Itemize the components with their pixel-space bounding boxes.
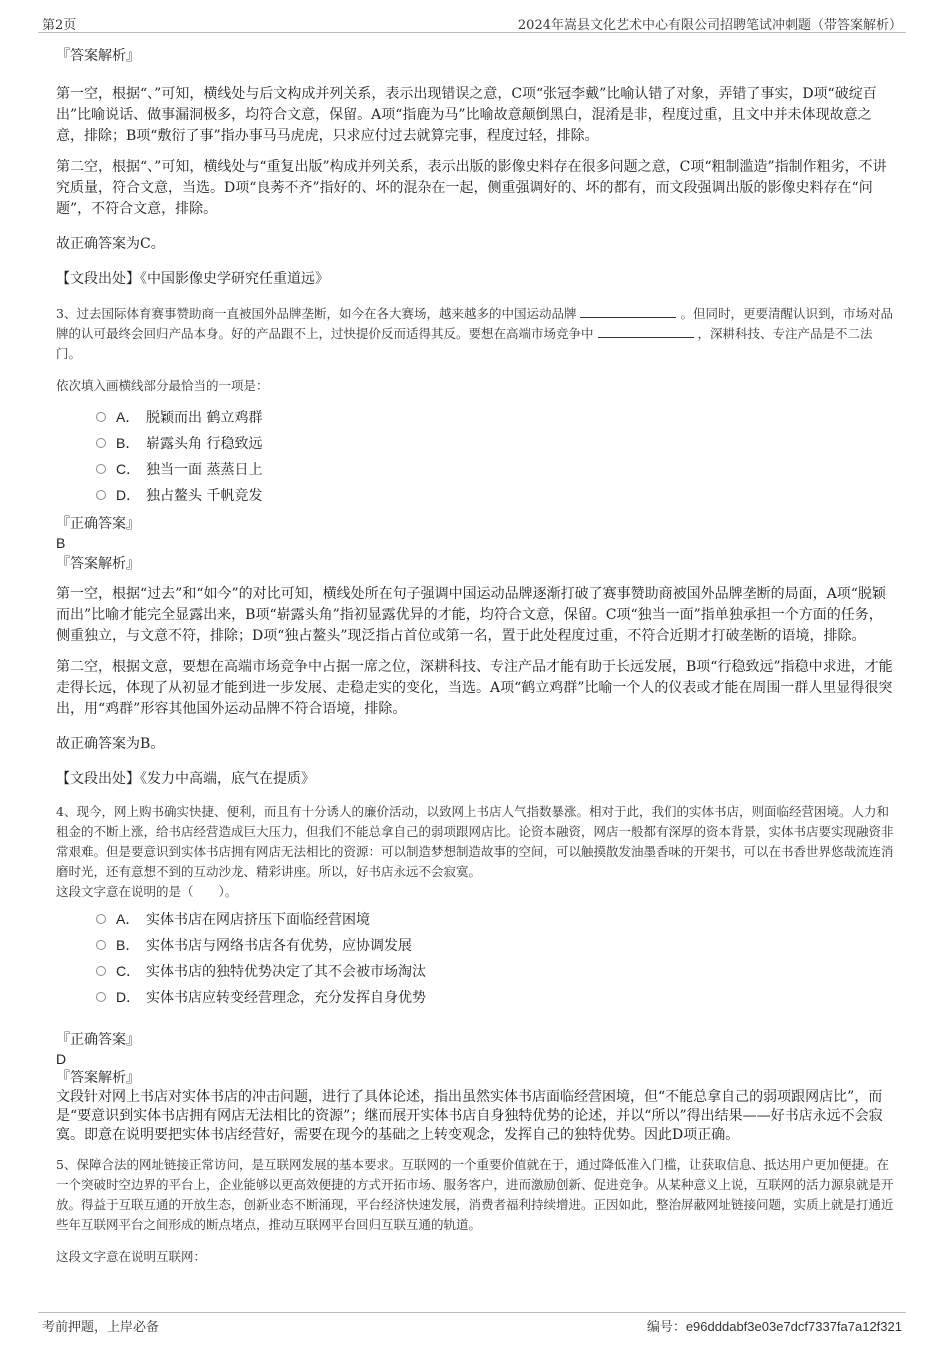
q3-answer-label: 『正确答案』 (56, 516, 140, 532)
q2-analysis-label: 『答案解析』 (56, 48, 140, 64)
radio-icon[interactable] (96, 914, 106, 924)
q3-analysis-p2: 第二空，根据文意，要想在高端市场竞争中占据一席之位，深耕科技、专注产品才能有助于长远发展，B项“行稳致远”指稳中求进，才能走得长远，体现了从初显才能到进一步发展、走稳走实的变化，当选。A项“鹤立鸡群”比喻一个人的仪表或才能在周围一群人里显得很突出，用“鸡群”形容其他国外运动品牌不符合语境，排除。 (56, 659, 893, 717)
q4-option-a[interactable]: A． 实体书店在网店挤压下面临经营困境 (96, 906, 894, 932)
q3-option-b[interactable]: B． 崭露头角 行稳致远 (96, 430, 894, 456)
q3-analysis-label: 『答案解析』 (56, 556, 140, 572)
footer-note: 考前押题，上岸必备 (42, 1320, 160, 1335)
q5-stem: 5、保障合法的网址链接正常访问，是互联网发展的基本要求。互联网的一个重要价值就在于，通过降低准入门槛，让获取信息、抵达用户更加便捷。在一个突破时空边界的平台上，企业能够以更高效便捷的方式开拓市场、服务客户，进而激励创新、促进竞争。从某种意义上说，互联网的活力源泉就是开放。得益于互联互通的开放生态，创新业态不断涌现，平台经济快速发展，消费者福利持续增进。正因如此，整治屏蔽网址链接问题，实质上就是打通近些年互联网平台之间形成的断点堵点，推动互联网平台回归互联互通的轨道。 (56, 1157, 894, 1232)
blank-line (598, 325, 694, 338)
q2-analysis-p2: 第二空，根据“、”可知，横线处与“重复出版”构成并列关系，表示出版的影像史料存在很多问题之意，C项“粗制滥造”指制作粗劣，不讲究质量，符合文意，当选。D项“良莠不齐”指好的、坏的混杂在一起，侧重强调好的、坏的都有，而文段强调出版的影像史料存在“问题”，不符合文意，排除。 (56, 159, 887, 217)
q4-option-d[interactable]: D． 实体书店应转变经营理念，充分发挥自身优势 (96, 984, 894, 1010)
q4-options (96, 906, 894, 1010)
page-footer (38, 1312, 906, 1335)
q4-answer: D (56, 1051, 67, 1067)
document-body (56, 42, 894, 1267)
q4-option-b[interactable]: B． 实体书店与网络书店各有优势，应协调发展 (96, 932, 894, 958)
q3-stem: 3、过去国际体育赛事赞助商一直被国外品牌垄断，如今在各大赛场，越来越多的中国运动品牌 。但同时，更要清醒认识到，市场对品牌的认可最终会回归产品本身。好的产品跟不上，过快提价反而适得其反。要想在高端市场竞争中 ，深耕科技、专注产品是不二法门。 (56, 306, 893, 361)
page-number: 第2页 (42, 18, 77, 33)
q3-prompt: 依次填入画横线部分最恰当的一项是： (56, 378, 269, 393)
q4-analysis: 文段针对网上书店对实体书店的冲击问题，进行了具体论述，指出虽然实体书店面临经营困境，但“不能总拿自己的弱项跟网店比”，而是“要意识到实体书店拥有网店无法相比的资源”；继而展开实体书店自身独特优势的论述，并以“所以”得出结果——好书店永远不会寂寞。即意在说明要把实体书店经营好，需要在现今的基础之上转变观念，发挥自己的独特优势。因此D项正确。 (56, 1089, 883, 1143)
q4-answer-label: 『正确答案』 (56, 1032, 140, 1048)
radio-icon[interactable] (96, 940, 106, 950)
q3-conclusion: 故正确答案为B。 (56, 736, 165, 752)
q5-prompt: 这段文字意在说明互联网： (56, 1249, 207, 1264)
q4-prompt: 这段文字意在说明的是（ ）。 (56, 884, 238, 899)
q3-answer: B (56, 535, 66, 551)
radio-icon[interactable] (96, 992, 106, 1002)
q4-stem: 4、现今，网上购书确实快捷、便利，而且有十分诱人的廉价活动，以致网上书店人气指数暴涨。相对于此，我们的实体书店，则面临经营困境。人力和租金的不断上涨，给书店经营造成巨大压力，但我们不能总拿自己的弱项跟网店比。论资本融资，网店一般都有深厚的资本背景，实体书店要实现融资非常艰难。但是要意识到实体书店拥有网店无法相比的资源：可以制造梦想制造故事的空间，可以触摸散发油墨香味的开架书，可以在书香世界悠哉流连消磨时光，还有意想不到的互动沙龙、精彩讲座。所以，好书店永远不会寂寞。 (56, 804, 894, 879)
q3-source: 【文段出处】《发力中高端，底气在提质》 (56, 771, 315, 787)
radio-icon[interactable] (96, 412, 106, 422)
document-title: 2024年嵩县文化艺术中心有限公司招聘笔试冲刺题（带答案解析） (517, 18, 902, 33)
radio-icon[interactable] (96, 490, 106, 500)
q3-option-a[interactable]: A． 脱颖而出 鹤立鸡群 (96, 404, 894, 430)
page-header (38, 10, 906, 33)
document-code: 编号：e96dddabf3e03e7dcf7337fa7a12f321 (646, 1319, 902, 1334)
radio-icon[interactable] (96, 464, 106, 474)
q3-option-c[interactable]: C． 独当一面 蒸蒸日上 (96, 456, 894, 482)
q4-option-c[interactable]: C． 实体书店的独特优势决定了其不会被市场淘汰 (96, 958, 894, 984)
blank-line (580, 305, 676, 318)
q2-conclusion: 故正确答案为C。 (56, 236, 165, 252)
q3-analysis-p1: 第一空，根据“过去”和“如今”的对比可知，横线处所在句子强调中国运动品牌逐渐打破了赛事赞助商被国外品牌垄断的局面，A项“脱颖而出”比喻才能完全显露出来，B项“崭露头角”指初显露优异的才能，均符合文意，保留。C项“独当一面”指单独承担一个方面的任务，侧重独立，与文意不符，排除；D项“独占鳌头”现泛指占首位或第一名，置于此处程度过重，不符合近期才打破垄断的语境，排除。 (56, 586, 886, 644)
q2-source: 【文段出处】《中国影像史学研究任重道远》 (56, 271, 329, 287)
q3-option-d[interactable]: D． 独占鳌头 千帆竞发 (96, 482, 894, 508)
q2-analysis-p1: 第一空，根据“、”可知，横线处与后文构成并列关系，表示出现错误之意，C项“张冠李戴”比喻认错了对象，弄错了事实，D项“破绽百出”比喻说话、做事漏洞极多，均符合文意，保留。A项“指鹿为马”比喻故意颠倒黑白，混淆是非，程度过重，且文中并未体现故意之意，排除；B项“敷衍了事”指办事马马虎虎，只求应付过去就算完事，程度过轻，排除。 (56, 86, 877, 144)
radio-icon[interactable] (96, 966, 106, 976)
radio-icon[interactable] (96, 438, 106, 448)
q4-analysis-label: 『答案解析』 (56, 1070, 140, 1086)
q3-options (96, 404, 894, 508)
